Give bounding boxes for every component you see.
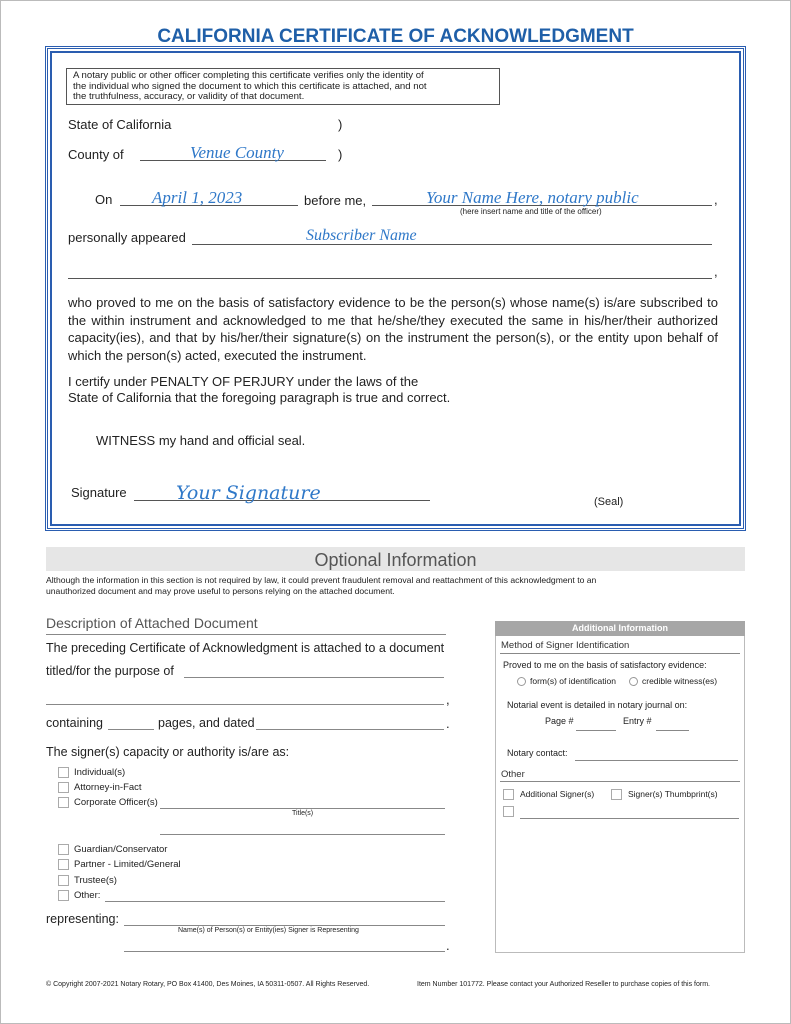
option-label: Individual(s) [74,767,126,778]
checkbox-label: Signer(s) Thumbprint(s) [628,789,718,799]
proved-text: Proved to me on the basis of satisfactory evidence: [503,660,707,670]
acknowledgment-body: who proved to me on the basis of satisfactory evidence to be the person(s) whose name(s) is/are subscribed to the within instrument and acknowledged to me that he/she/they executed the same in his/her/their authorized capacity(ies), and that by his/her/their signature(s) on the instrument the person(s), or the entity upon behalf of which the person(s) acted, executed the instrument. [68,295,718,363]
radio-label: form(s) of identification [530,676,616,686]
optional-intro: unauthorized document and may prove useful to persons relying on the attached document. [46,586,395,596]
date-field[interactable]: April 1, 2023 [152,188,243,207]
desc-text: The preceding Certificate of Acknowledgment is attached to a document [46,641,445,655]
additional-info-box [495,621,745,953]
corporate-officer-checkbox[interactable] [58,797,69,808]
individual-checkbox[interactable] [58,767,69,778]
page-title: CALIFORNIA CERTIFICATE OF ACKNOWLEDGMENT [157,26,634,47]
other-heading: Other [501,769,525,780]
paren: ) [338,147,343,162]
state-label: State of California [68,117,172,132]
witness-radio[interactable] [629,677,638,686]
date-dated-field[interactable] [256,729,444,730]
item-number: Item Number 101772. Please contact your Authorized Reseller to purchase copies of this form. [417,981,710,988]
before-me-label: before me, [304,193,367,208]
pages-field[interactable] [108,729,154,730]
county-field[interactable]: Venue County [190,143,284,162]
trustee-checkbox[interactable] [58,875,69,886]
representing-label: representing: [46,912,119,926]
comma: , [714,192,718,207]
journal-text: Notarial event is detailed in notary journal on: [507,700,688,710]
entry-label: Entry # [623,716,652,726]
appeared-label: personally appeared [68,230,186,245]
option-label: Other: [74,890,101,901]
perjury-line: State of California that the foregoing paragraph is true and correct. [68,390,451,405]
other-checkbox[interactable] [58,890,69,901]
other-checkbox[interactable] [503,806,514,817]
option-label: Corporate Officer(s) [74,797,158,808]
officer-hint: (here insert name and title of the officer) [460,207,602,216]
signature-label: Signature [71,485,127,500]
other-field[interactable] [520,818,739,819]
guardian-checkbox[interactable] [58,844,69,855]
radio-label: credible witness(es) [642,676,718,686]
title-field-2[interactable] [160,834,445,835]
option-label: Guardian/Conservator [74,844,168,855]
officer-field[interactable]: Your Name Here, notary public [426,188,639,207]
paren: ) [338,117,343,132]
perjury-line: I certify under PENALTY OF PERJURY under the laws of the [68,374,419,389]
entry-field[interactable] [656,730,689,731]
additional-signer-checkbox[interactable] [503,789,514,800]
signature-field[interactable]: Your Signature [176,482,321,504]
pages-label: pages, and dated [158,716,255,730]
document-title-field-2[interactable] [46,704,444,705]
title-hint: Title(s) [292,810,314,817]
county-label: County of [68,147,124,162]
contact-label: Notary contact: [507,748,568,758]
attorney-checkbox[interactable] [58,782,69,793]
checkbox-label: Additional Signer(s) [520,789,595,799]
copyright: © Copyright 2007-2021 Notary Rotary, PO Box 41400, Des Moines, IA 50311-0507. All Rights Reserved. [46,981,370,988]
containing-label: containing [46,716,103,730]
title-field[interactable] [160,808,445,809]
desc-text: titled/for the purpose of [46,664,174,678]
subscriber-field[interactable]: Subscriber Name [306,227,417,244]
capacity-label: The signer(s) capacity or authority is/are as: [46,745,290,759]
contact-field[interactable] [575,760,738,761]
option-label: Attorney-in-Fact [74,782,142,793]
additional-info-header: Additional Information [495,621,745,636]
representing-field[interactable] [124,925,445,926]
on-label: On [95,192,113,207]
period: . [446,938,450,953]
notice-line: the truthfulness, accuracy, or validity of that document. [73,91,305,102]
other-field[interactable] [105,901,445,902]
thumbprint-checkbox[interactable] [611,789,622,800]
id-radio[interactable] [517,677,526,686]
document-title-field[interactable] [184,677,444,678]
notice-line: the individual who signed the document to which this certificate is attached, and not [73,80,427,92]
option-label: Partner - Limited/General [74,859,181,870]
optional-intro: Although the information in this section is not required by law, it could prevent fraudulent removal and reattachment of this acknowledgment to an [46,575,597,585]
notice-box [66,68,500,105]
comma: , [714,264,718,279]
period: . [446,716,450,731]
witness-text: WITNESS my hand and official seal. [96,433,306,448]
comma: , [446,692,450,707]
desc-heading: Description of Attached Document [46,615,258,631]
representing-hint: Name(s) of Person(s) or Entity(ies) Signer is Representing [178,927,359,934]
notice-line: A notary public or other officer completing this certificate verifies only the identity of [73,70,424,81]
representing-field-2[interactable] [124,951,445,952]
seal-label: (Seal) [594,496,624,508]
page-field[interactable] [576,730,616,731]
partner-checkbox[interactable] [58,859,69,870]
optional-heading: Optional Information [314,550,477,570]
page-label: Page # [545,716,574,726]
option-label: Trustee(s) [74,875,117,886]
method-heading: Method of Signer Identification [501,640,630,651]
